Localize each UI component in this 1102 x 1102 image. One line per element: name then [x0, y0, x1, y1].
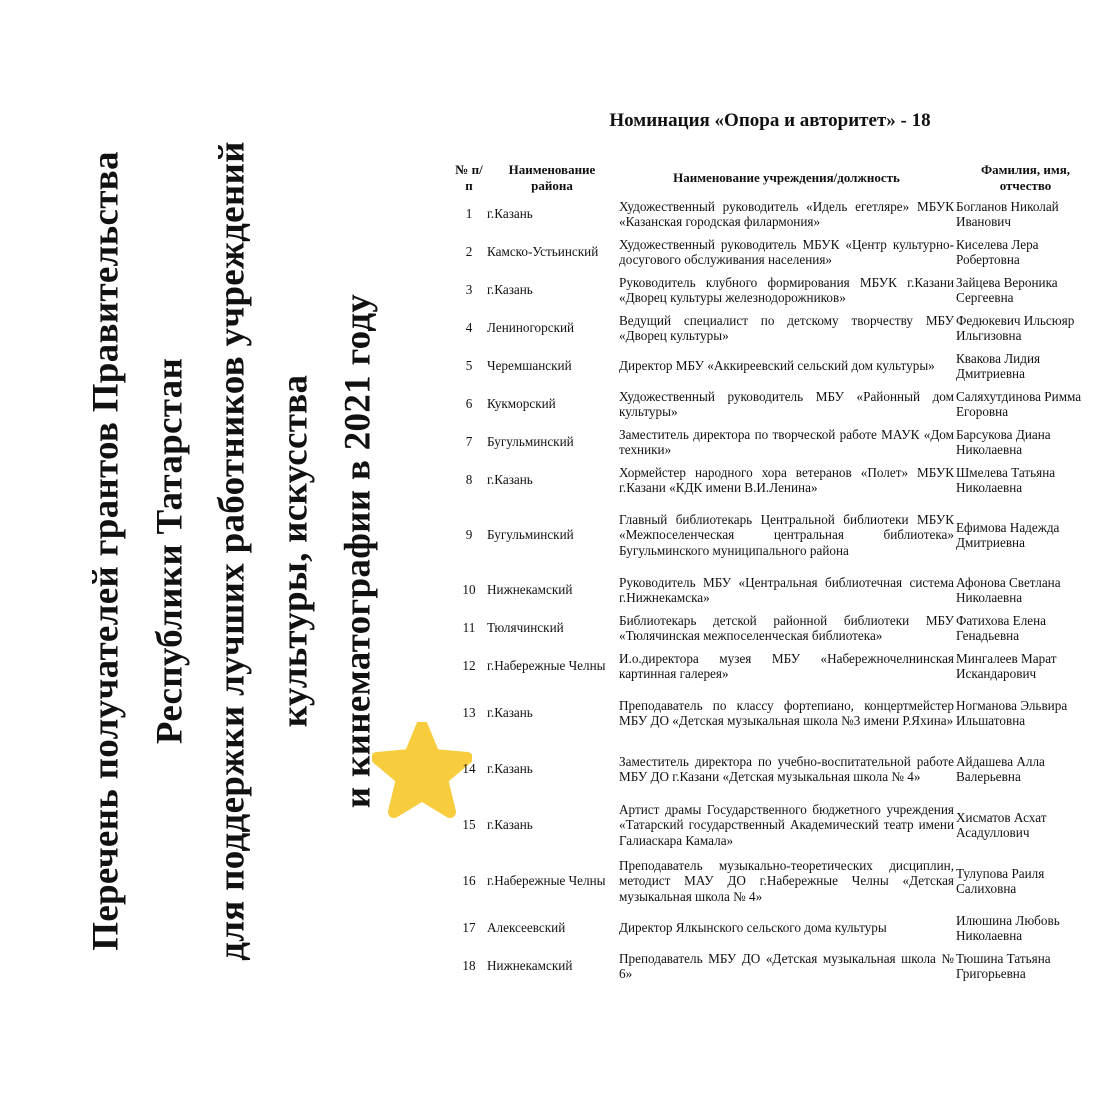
row-person: Богланов Николай Иванович: [956, 198, 1059, 229]
row-district: Черемшанский: [487, 358, 572, 374]
header-district: Наименование района: [508, 162, 596, 193]
table-row: [452, 909, 1096, 947]
row-organization: Преподаватель по классу фортепиано, концертмейстер МБУ ДО «Детская музыкальная школа №3 имени Р.Яхина»: [619, 697, 954, 728]
row-person: Ногманова Эльвира Ильшатовна: [956, 697, 1068, 728]
row-district: Алексеевский: [487, 920, 566, 936]
row-number: 5: [465, 358, 473, 374]
recipients-table: [452, 160, 1096, 985]
row-organization: Преподаватель музыкально-теоретических дисциплин, методист МАУ ДО г.Набережные Челны «Детская музыкальная школа № 4»: [619, 857, 954, 904]
table-row: [452, 853, 1096, 909]
table-row: [452, 647, 1096, 685]
table-row: [452, 347, 1096, 385]
header-organization: Наименование учреждения/должность: [673, 169, 900, 185]
row-number: 16: [462, 873, 476, 889]
row-organization: Преподаватель МБУ ДО «Детская музыкальная школа № 6»: [619, 950, 954, 981]
row-number: 11: [462, 620, 476, 636]
row-number: 2: [465, 244, 473, 260]
table-row: [452, 741, 1096, 797]
row-person: Илюшина Любовь Николаевна: [956, 912, 1060, 943]
title-line-1: Перечень получателей грантов Правительства: [85, 151, 127, 951]
row-district: г.Казань: [487, 761, 533, 777]
row-number: 14: [462, 761, 476, 777]
row-person: Айдашева Алла Валерьевна: [956, 753, 1045, 784]
rotated-document-title: [60, 0, 379, 1102]
row-person: Барсукова Диана Николаевна: [956, 426, 1051, 457]
row-organization: Руководитель клубного формирования МБУК г.Казани «Дворец культуры железнодорожников»: [619, 274, 954, 305]
row-district: Бугульминский: [487, 434, 574, 450]
row-number: 12: [462, 658, 476, 674]
row-person: Федюкевич Ильсюяр Ильгизовна: [956, 312, 1075, 343]
row-person: Квакова Лидия Дмитриевна: [956, 350, 1041, 381]
row-number: 6: [465, 396, 473, 412]
table-row: [452, 571, 1096, 609]
row-person: Зайцева Вероника Сергеевна: [956, 274, 1058, 305]
table-header-row: [452, 160, 1096, 195]
row-district: г.Казань: [487, 206, 533, 222]
title-line-2: Республики Татарстан: [149, 357, 191, 745]
table-row: [452, 309, 1096, 347]
table-row: [452, 271, 1096, 309]
row-district: Нижнекамский: [487, 582, 573, 598]
row-district: Кукморский: [487, 396, 556, 412]
row-person: Ефимова Надежда Дмитриевна: [956, 519, 1060, 550]
row-number: 4: [465, 320, 473, 336]
row-organization: И.о.директора музея МБУ «Набережночелнинская картинная галерея»: [619, 650, 954, 681]
row-number: 15: [462, 817, 476, 833]
row-district: г.Казань: [487, 705, 533, 721]
row-person: Фатихова Елена Генадьевна: [956, 612, 1047, 643]
row-person: Саляхутдинова Римма Егоровна: [956, 388, 1082, 419]
row-person: Хисматов Асхат Асадуллович: [956, 809, 1047, 840]
row-organization: Заместитель директора по творческой работе МАУК «Дом техники»: [619, 426, 954, 457]
title-line-5: и кинематографии в 2021 году: [337, 293, 379, 809]
header-person: Фамилия, имя, отчество: [981, 162, 1070, 193]
row-number: 18: [462, 958, 476, 974]
row-number: 7: [465, 434, 473, 450]
row-district: Бугульминский: [487, 527, 574, 543]
row-person: Мингалеев Марат Искандарович: [956, 650, 1057, 681]
table-row: [452, 685, 1096, 741]
row-district: Нижнекамский: [487, 958, 573, 974]
row-district: г.Казань: [487, 817, 533, 833]
row-number: 13: [462, 705, 476, 721]
row-district: г.Казань: [487, 282, 533, 298]
row-number: 9: [465, 527, 473, 543]
row-district: г.Казань: [487, 472, 533, 488]
row-person: Шмелева Татьяна Николаевна: [956, 464, 1056, 495]
table-row: [452, 461, 1096, 499]
table-row: [452, 797, 1096, 853]
row-organization: Директор МБУ «Аккиреевский сельский дом культуры»: [619, 358, 935, 374]
row-number: 10: [462, 582, 476, 598]
row-organization: Художественный руководитель МБУ «Районный дом культуры»: [619, 388, 954, 419]
row-district: Лениногорский: [487, 320, 575, 336]
table-row: [452, 195, 1096, 233]
row-number: 1: [465, 206, 473, 222]
row-organization: Артист драмы Государственного бюджетного учреждения «Татарский государственный Академический театр имени Галиаскара Камала»: [619, 801, 954, 848]
row-person: Тюшина Татьяна Григорьевна: [956, 950, 1051, 981]
table-row: [452, 499, 1096, 571]
row-organization: Директор Ялкынского сельского дома культуры: [619, 920, 887, 936]
row-number: 3: [465, 282, 473, 298]
row-organization: Библиотекарь детской районной библиотеки МБУ «Тюлячинская межпоселенческая библиотека»: [619, 612, 954, 643]
header-num: № п/п: [455, 162, 483, 193]
row-organization: Заместитель директора по учебно-воспитательной работе МБУ ДО г.Казани «Детская музыкальная школа № 4»: [619, 753, 954, 784]
table-row: [452, 385, 1096, 423]
row-organization: Ведущий специалист по детскому творчеству МБУ «Дворец культуры»: [619, 312, 954, 343]
row-organization: Художественный руководитель «Идель егетляре» МБУК «Казанская городская филармония»: [619, 198, 954, 229]
row-district: Тюлячинский: [487, 620, 564, 636]
row-person: Афонова Светлана Николаевна: [956, 574, 1061, 605]
row-district: г.Набережные Челны: [487, 658, 606, 674]
row-person: Тулупова Раиля Салиховна: [956, 865, 1045, 896]
title-line-3: для поддержки лучших работников учреждений: [211, 141, 253, 961]
table-row: [452, 423, 1096, 461]
nomination-title: Номинация «Опора и авторитет» - 18: [609, 110, 931, 131]
row-number: 8: [465, 472, 473, 488]
row-district: Камско-Устьинский: [487, 244, 599, 260]
row-organization: Главный библиотекарь Центральной библиотеки МБУК «Межпоселенческая центральная библиотека» Бугульминского муниципального района: [619, 511, 954, 558]
row-person: Киселева Лера Робертовна: [956, 236, 1039, 267]
row-organization: Руководитель МБУ «Центральная библиотечная система г.Нижнекамска»: [619, 574, 954, 605]
row-district: г.Набережные Челны: [487, 873, 606, 889]
table-row: [452, 947, 1096, 985]
row-organization: Художественный руководитель МБУК «Центр культурно-досугового обслуживания населения»: [619, 236, 954, 267]
table-row: [452, 609, 1096, 647]
table-row: [452, 233, 1096, 271]
row-organization: Хормейстер народного хора ветеранов «Полет» МБУК г.Казани «КДК имени В.И.Ленина»: [619, 464, 954, 495]
title-line-4: культуры, искусства: [274, 374, 316, 728]
row-number: 17: [462, 920, 476, 936]
